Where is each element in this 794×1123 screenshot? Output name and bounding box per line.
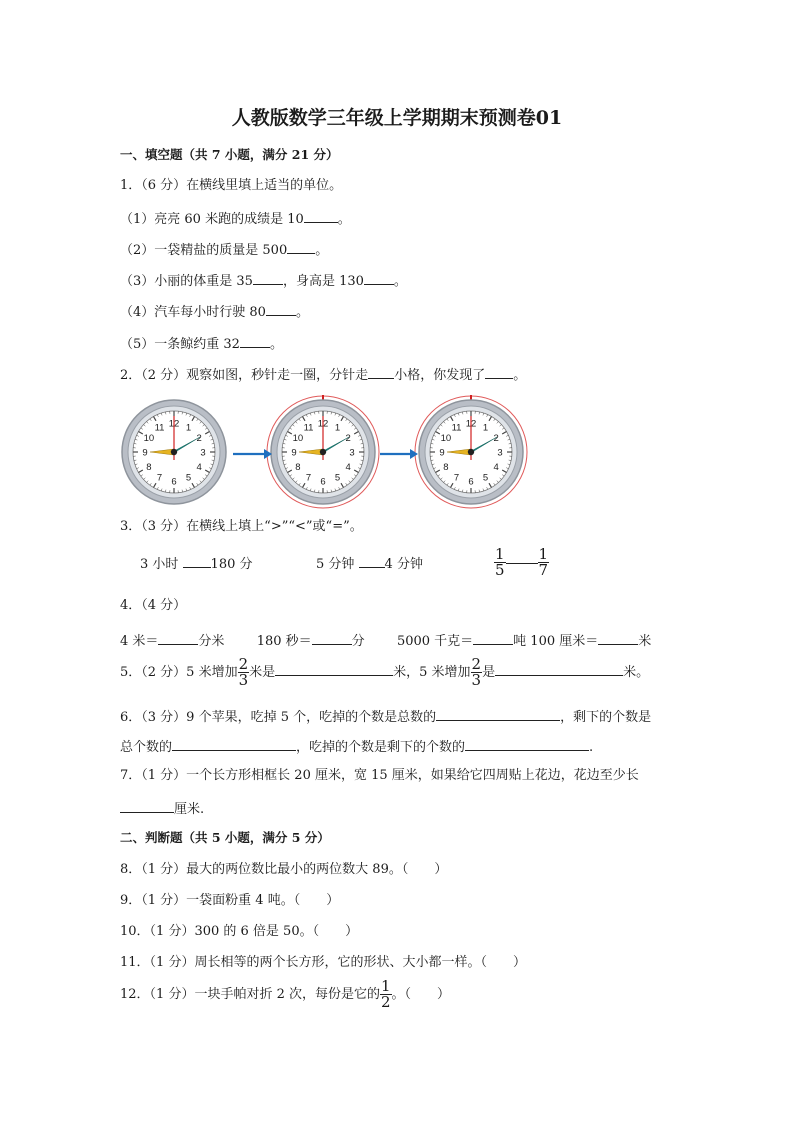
denominator: 5 [495,561,505,579]
question-2 [120,364,526,385]
q12-text: 。（ ） [391,987,451,1002]
question-3-compare-1 [140,553,253,574]
question-1-part-1 [120,208,351,229]
clock-number: 10 [440,433,452,444]
fraction [471,657,483,688]
section-heading-true-false: 二、判断题（共 5 小题，满分 5 分） [120,830,330,845]
question-6-line-2 [120,736,593,757]
q6-text: 6．（3 分）9 个苹果，吃掉 5 个，吃掉的个数是总数的 [120,710,437,725]
question-7-line-1: 7．（1 分）一个长方形相框长 20 厘米，宽 15 厘米，如果给它四周贴上花边，花边至少长 [120,768,639,783]
question-5 [120,656,649,690]
question-11: 11．（1 分）周长相等的两个长方形，它的形状、大小都一样。（ ） [120,955,526,970]
clock-number: 12 [168,418,180,430]
clock-number: 7 [156,472,163,484]
q6-text: 总个数的 [120,740,173,755]
clock-number: 5 [482,472,489,484]
clock-number: 4 [196,462,202,473]
numerator: 2 [471,655,482,673]
q4-text: 米 [638,634,652,649]
answer-blank[interactable] [240,333,270,348]
answer-blank[interactable] [473,630,513,645]
clock-number: 1 [334,422,341,434]
clock-number: 9 [142,447,148,459]
clock-number: 10 [292,433,304,444]
q4-text: 吨 100 厘米＝ [513,634,599,649]
fraction [380,979,392,1010]
clock-number: 9 [439,447,445,459]
question-7-line-2 [120,798,204,819]
clock-number: 12 [317,418,329,430]
answer-blank[interactable] [275,661,393,676]
clock-number: 7 [305,472,312,484]
numerator: 1 [380,977,391,995]
period: 。 [269,337,283,352]
answer-blank[interactable] [485,364,513,379]
answer-blank[interactable] [598,630,638,645]
answer-blank[interactable] [506,562,538,564]
clock-icon [415,395,527,508]
q4-text: 4 米＝ [120,634,159,649]
question-9: 9．（1 分）一袋面粉重 4 吨。（ ） [120,893,340,908]
q1-part2-text: （2）一袋精盐的质量是 500 [120,243,288,258]
clock-number: 3 [200,447,206,459]
q4-text: 分米 [198,634,225,649]
q6-text: . [589,740,594,755]
fraction [538,547,550,578]
clock-number: 11 [303,422,314,434]
q2-text-b: 小格，你发现了 [394,368,486,383]
clocks-figure [118,394,538,510]
answer-blank[interactable] [359,553,385,568]
q5-text: 米，5 米增加 [393,665,471,680]
answer-blank[interactable] [364,270,394,285]
question-1-stem: 1．（6 分）在横线里填上适当的单位。 [120,178,343,193]
period: 。 [315,243,329,258]
answer-blank[interactable] [183,553,211,568]
clock-number: 3 [497,447,503,459]
clock-number: 11 [154,422,165,434]
q2-text-a: 2．（2 分）观察如图，秒针走一圈，分针走 [120,368,369,383]
question-1-part-5 [120,333,283,354]
q4-text: 5000 千克＝ [396,634,474,649]
clock-number: 3 [349,447,355,459]
question-3-compare-2 [316,553,423,574]
period: 。 [393,274,407,289]
answer-blank[interactable] [436,706,560,721]
numerator: 1 [495,545,505,563]
q3-left: 5 分钟 [316,557,355,572]
clock-number: 8 [295,462,301,473]
clock-number: 4 [345,462,351,473]
clock-number: 8 [443,462,449,473]
question-3-compare-3 [494,546,549,580]
q1-part3-text-b: ，身高是 130 [282,274,364,289]
denominator: 7 [538,561,549,579]
q7-text: 厘米. [174,802,205,817]
answer-blank[interactable] [304,208,338,223]
numerator: 2 [238,655,249,673]
clock-number: 2 [493,433,499,444]
page-title: 人教版数学三年级上学期期末预测卷01 [231,107,563,129]
period: 。 [337,212,351,227]
clock-number: 5 [334,472,341,484]
q4-text: 180 秒＝ [256,634,312,649]
clock-number: 12 [465,418,477,430]
denominator: 3 [238,671,249,689]
period: 。 [513,368,527,383]
answer-blank[interactable] [312,630,352,645]
answer-blank[interactable] [158,630,198,645]
clock-number: 6 [171,476,177,488]
period: 。 [295,305,309,320]
clock-number: 2 [196,433,202,444]
fraction [238,657,250,688]
numerator: 1 [538,545,549,563]
clock-icon [122,400,226,504]
question-12 [120,978,450,1012]
question-4-conversions [120,630,651,651]
answer-blank[interactable] [368,364,394,379]
clock-number: 4 [493,462,499,473]
q5-text: 米是 [249,665,276,680]
q1-part1-text: （1）亮亮 60 米跑的成绩是 10 [120,212,304,227]
arrow-right-icon [380,449,418,459]
question-1-part-4 [120,301,309,322]
clock-number: 8 [146,462,152,473]
question-3-stem: 3．（3 分）在横线上填上“>”“<”或“=”。 [120,519,363,534]
question-1-part-2 [120,239,328,260]
q5-text: 是 [482,665,496,680]
clock-number: 9 [291,447,297,459]
clock-number: 11 [451,422,462,434]
q6-text: ，吃掉的个数是剩下的个数的 [296,740,466,755]
answer-blank[interactable] [266,301,296,316]
clock-number: 2 [345,433,351,444]
clock-icon [267,395,379,508]
q1-part4-text: （4）汽车每小时行驶 80 [120,305,266,320]
section-heading-fill-blank: 一、填空题（共 7 小题，满分 21 分） [120,147,339,162]
q5-text: 5．（2 分）5 米增加 [120,665,238,680]
denominator: 3 [471,671,482,689]
denominator: 2 [380,993,391,1011]
clock-number: 7 [453,472,460,484]
answer-blank[interactable] [172,736,296,751]
clock-number: 6 [468,476,474,488]
question-1-part-3 [120,270,407,291]
q4-text: 分 [351,634,365,649]
q6-text: ，剩下的个数是 [560,710,652,725]
clock-number: 6 [320,476,326,488]
question-8: 8．（1 分）最大的两位数比最小的两位数大 89。（ ） [120,862,448,877]
q1-part5-text: （5）一条鲸约重 32 [120,337,240,352]
answer-blank[interactable] [495,661,623,676]
clock-number: 1 [482,422,489,434]
clock-number: 1 [185,422,192,434]
q3-left: 3 小时 [140,557,179,572]
clock-number: 5 [185,472,192,484]
question-6-line-1 [120,706,651,727]
q3-right: 180 分 [210,557,253,572]
q1-part3-text-a: （3）小丽的体重是 35 [120,274,253,289]
q5-text: 米。 [623,665,650,680]
question-4-stem: 4．（4 分） [120,598,187,613]
question-10: 10．（1 分）300 的 6 倍是 50。（ ） [120,924,359,939]
answer-blank[interactable] [287,239,315,254]
answer-blank[interactable] [120,798,174,813]
clock-number: 10 [143,433,155,444]
answer-blank[interactable] [465,736,589,751]
fraction [494,547,506,578]
q12-text: 12．（1 分）一块手帕对折 2 次，每份是它的 [120,987,380,1002]
q3-right: 4 分钟 [384,557,423,572]
arrow-right-icon [233,449,272,459]
answer-blank[interactable] [253,270,283,285]
